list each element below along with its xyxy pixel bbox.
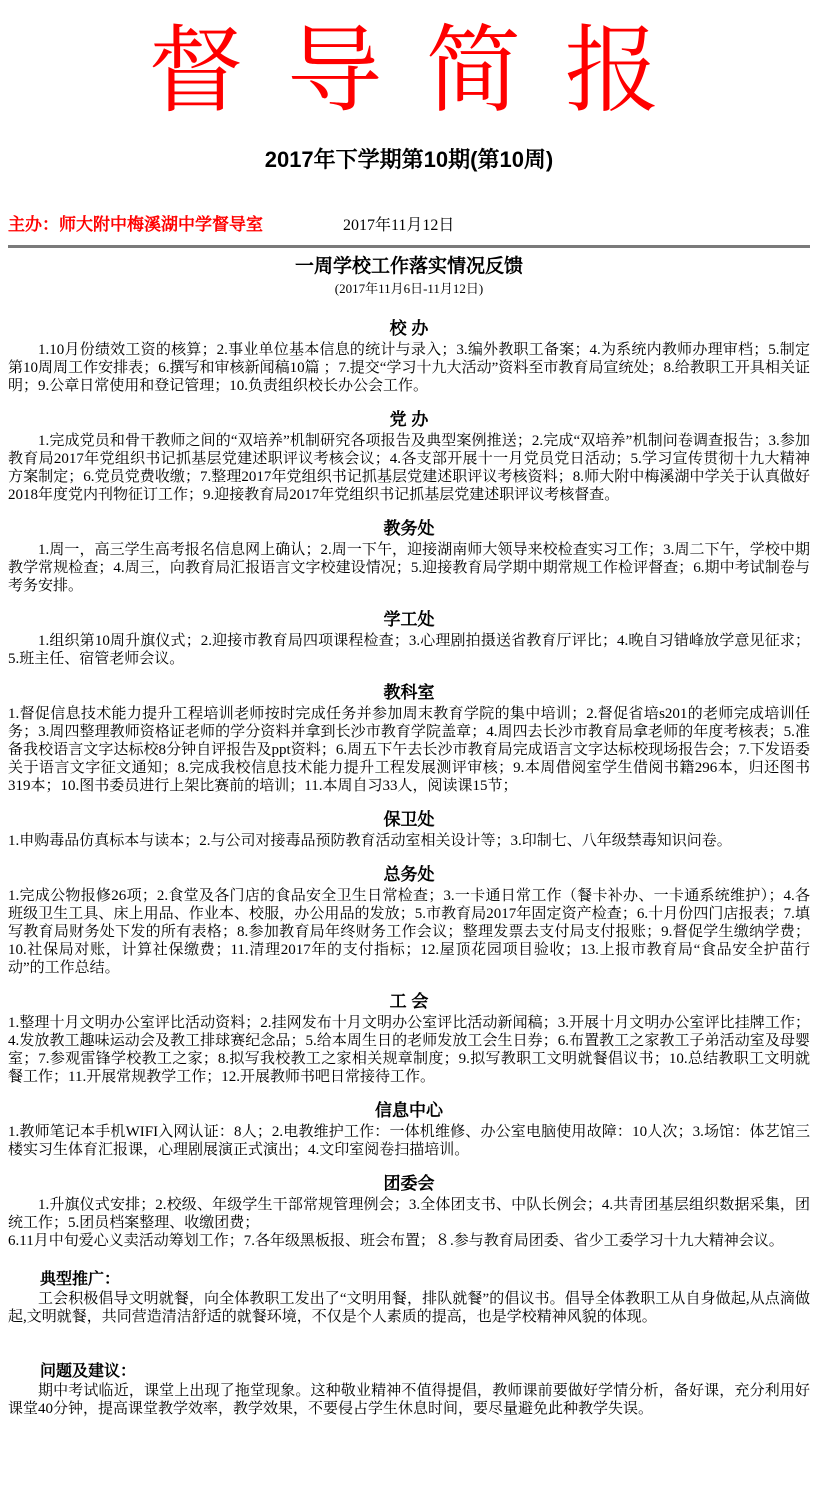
organizer-label: 主办： [8,215,59,235]
section-body: 1.教师笔记本手机WIFI入网认证：8人；2.电教维护工作：一体机维修、办公室电脑使用故障：10人次；3.场馆：体艺馆三楼实习生体育汇报课，心理剧展演正式演出；4.文印室阅卷扫描培训。 [8,1124,810,1159]
section-body: 1.督促信息技术能力提升工程培训老师按时完成任务并参加周末教育学院的集中培训；2.督促省培s201的老师完成培训任务；3.周四整理教师资格证老师的学分资料并拿到长沙市教育学院盖章；4.周四去长沙市教育局拿老师的年度考核表；5.准备我校语言文字达标校8分钟自评报告及ppt资料；6.周五下午去长沙市教育局完成语言文字达标校现场报告会；7.下发语委关于语言文字征文通知；8.完成我校信息技术能力提升工程发展测评审核；9.本周借阅室学生借阅书籍296本，归还图书319本；10.图书委员进行上架比赛前的培训；11.本周自习33人，阅读课15节； [8,706,810,795]
section-body: 1.申购毒品仿真标本与读本；2.与公司对接毒品预防教育活动室相关设计等；3.印制七、八年级禁毒知识问卷。 [8,833,732,850]
report-title: 一周学校工作落实情况反馈 [294,255,523,277]
section-body: 1.完成党员和骨干教师之间的“双培养”机制研究各项报告及典型案例推送；2.完成“双培养”机制问卷调查报告；3.参加教育局2017年党组织书记抓基层党建述职评议考核会议；4.各支部开展十一月党员党日活动；5.学习宣传贯彻十九大精神方案制定；6.党员党费收缴；7.整理2017年党组织书记抓基层党建述职评议考核资料；8.师大附中梅溪湖中学关于认真做好2018年度党内刊物征订工作；9.迎接教育局2017年党组织书记抓基层党建述职评议考核督查。 [8,433,810,504]
section-heading: 总务处 [383,865,435,885]
section-body: 1.升旗仪式安排；2.校级、年级学生干部常规管理例会；3.全体团支书、中队长例会；4.共青团基层组织数据采集，团统工作；5.团员档案整理、收缴团费； [8,1197,810,1232]
section-youth-league [8,1174,810,1250]
section-body: 6.11月中旬爱心义卖活动筹划工作；7.各年级黑板报、班会布置；８.参与教育局团委、省少工委学习十九大精神会议。 [8,1233,784,1250]
note-body: 期中考试临近，课堂上出现了拖堂现象。这种敬业精神不值得提倡，教师课前要做好学情分析，备好课，充分利用好课堂40分钟，提高课堂教学效率，教学效果，不要侵占学生休息时间，要尽量避免此种教学失误。 [8,1383,810,1418]
section-party-office [8,410,810,504]
section-body: 1.完成公物报修26项；2.食堂及各门店的食品安全卫生日常检查；3.一卡通日常工作（餐卡补办、一卡通系统维护）；4.各班级卫生工具、床上用品、作业本、校服，办公用品的发放；5.市教育局2017年固定资产检查；6.十月份四门店报表；7.填写教育局财务处下发的所有表格；8.参加教育局年终财务工作会议；整理发票去支付局支付报账；9.督促学生缴纳学费；10.社保局对账，计算社保缴费；11.清理2017年的支付指标；12.屋顶花园项目验收；13.上报市教育局“食品安全护苗行动”的工作总结。 [8,888,810,977]
section-info-center [8,1101,810,1159]
organizer-row [8,215,810,235]
report-period: (2017年11月6日-11月12日) [334,280,484,296]
header-divider [8,245,810,248]
section-general-affairs [8,865,810,977]
section-research-office [8,683,810,795]
section-student-affairs [8,610,810,668]
note-heading: 问题及建议： [40,1363,137,1381]
section-body: 1.10月份绩效工资的核算；2.事业单位基本信息的统计与录入；3.编外教职工备案；4.为系统内教师办理审档；5.制定第10周周工作安排表；6.撰写和审核新闻稿10篇 ；7.提交“学习十九大活动”资料至市教育局宣统处；8.给教职工开具相关证明；9.公章日常使用和登记管理；10.负责组织校长办公会工作。 [8,342,810,395]
section-heading: 党 办 [389,410,429,430]
section-heading: 团委会 [383,1174,435,1194]
organizer-name: 师大附中梅溪湖中学督导室 [59,215,263,235]
section-body: 1.周一，高三学生高考报名信息网上确认；2.周一下午，迎接湖南师大领导来校检查实习工作；3.周二下午，学校中期教学常规检查；4.周三，向教育局汇报语言文字校建设情况；5.迎接教育局学期中期常规工作检评督查；6.期中考试制卷与考务安排。 [8,542,810,595]
section-school-office [8,319,810,395]
section-body: 1.整理十月文明办公室评比活动资料；2.挂网发布十月文明办公室评比活动新闻稿；3.开展十月文明办公室评比挂牌工作；4.发放教工趣味运动会及教工排球赛纪念品；5.给本周生日的老师发放工会生日券；6.布置教工之家教工子弟活动室及母婴室；7.参观雷锋学校教工之家；8.拟写我校教工之家相关规章制度；9.拟写教职工文明就餐倡议书；10.总结教职工文明就餐工作；11.开展常规教学工作；12.开展教师书吧日常接待工作。 [8,1015,810,1086]
publish-date: 2017年11月12日 [343,217,455,235]
section-heading: 校 办 [389,319,429,339]
section-heading: 教务处 [383,519,435,539]
section-heading: 教科室 [383,683,435,703]
issue-line: 2017年下学期第10期(第10周) [264,147,554,172]
section-heading: 学工处 [383,610,435,630]
section-heading: 工 会 [389,992,429,1012]
note-heading: 典型推广： [40,1271,121,1289]
section-heading: 保卫处 [383,810,435,830]
section-heading: 信息中心 [375,1101,443,1121]
section-labor-union [8,992,810,1086]
organizer-text [8,215,263,235]
page-title: 督 导 简 报 [148,18,670,124]
section-academic-affairs [8,519,810,595]
note-problems-suggestions [8,1362,810,1418]
section-security-office [8,810,810,850]
note-model-promotion [8,1270,810,1326]
note-body: 工会积极倡导文明就餐，向全体教职工发出了“文明用餐，排队就餐”的倡议书。倡导全体教职工从自身做起,从点滴做起,文明就餐，共同营造清洁舒适的就餐环境，不仅是个人素质的提高，也是学校精神风貌的体现。 [8,1291,810,1326]
section-body: 1.组织第10周升旗仪式；2.迎接市教育局四项课程检查；3.心理剧拍摄送省教育厅评比；4.晚自习错峰放学意见征求；5.班主任、宿管老师会议。 [8,633,810,668]
